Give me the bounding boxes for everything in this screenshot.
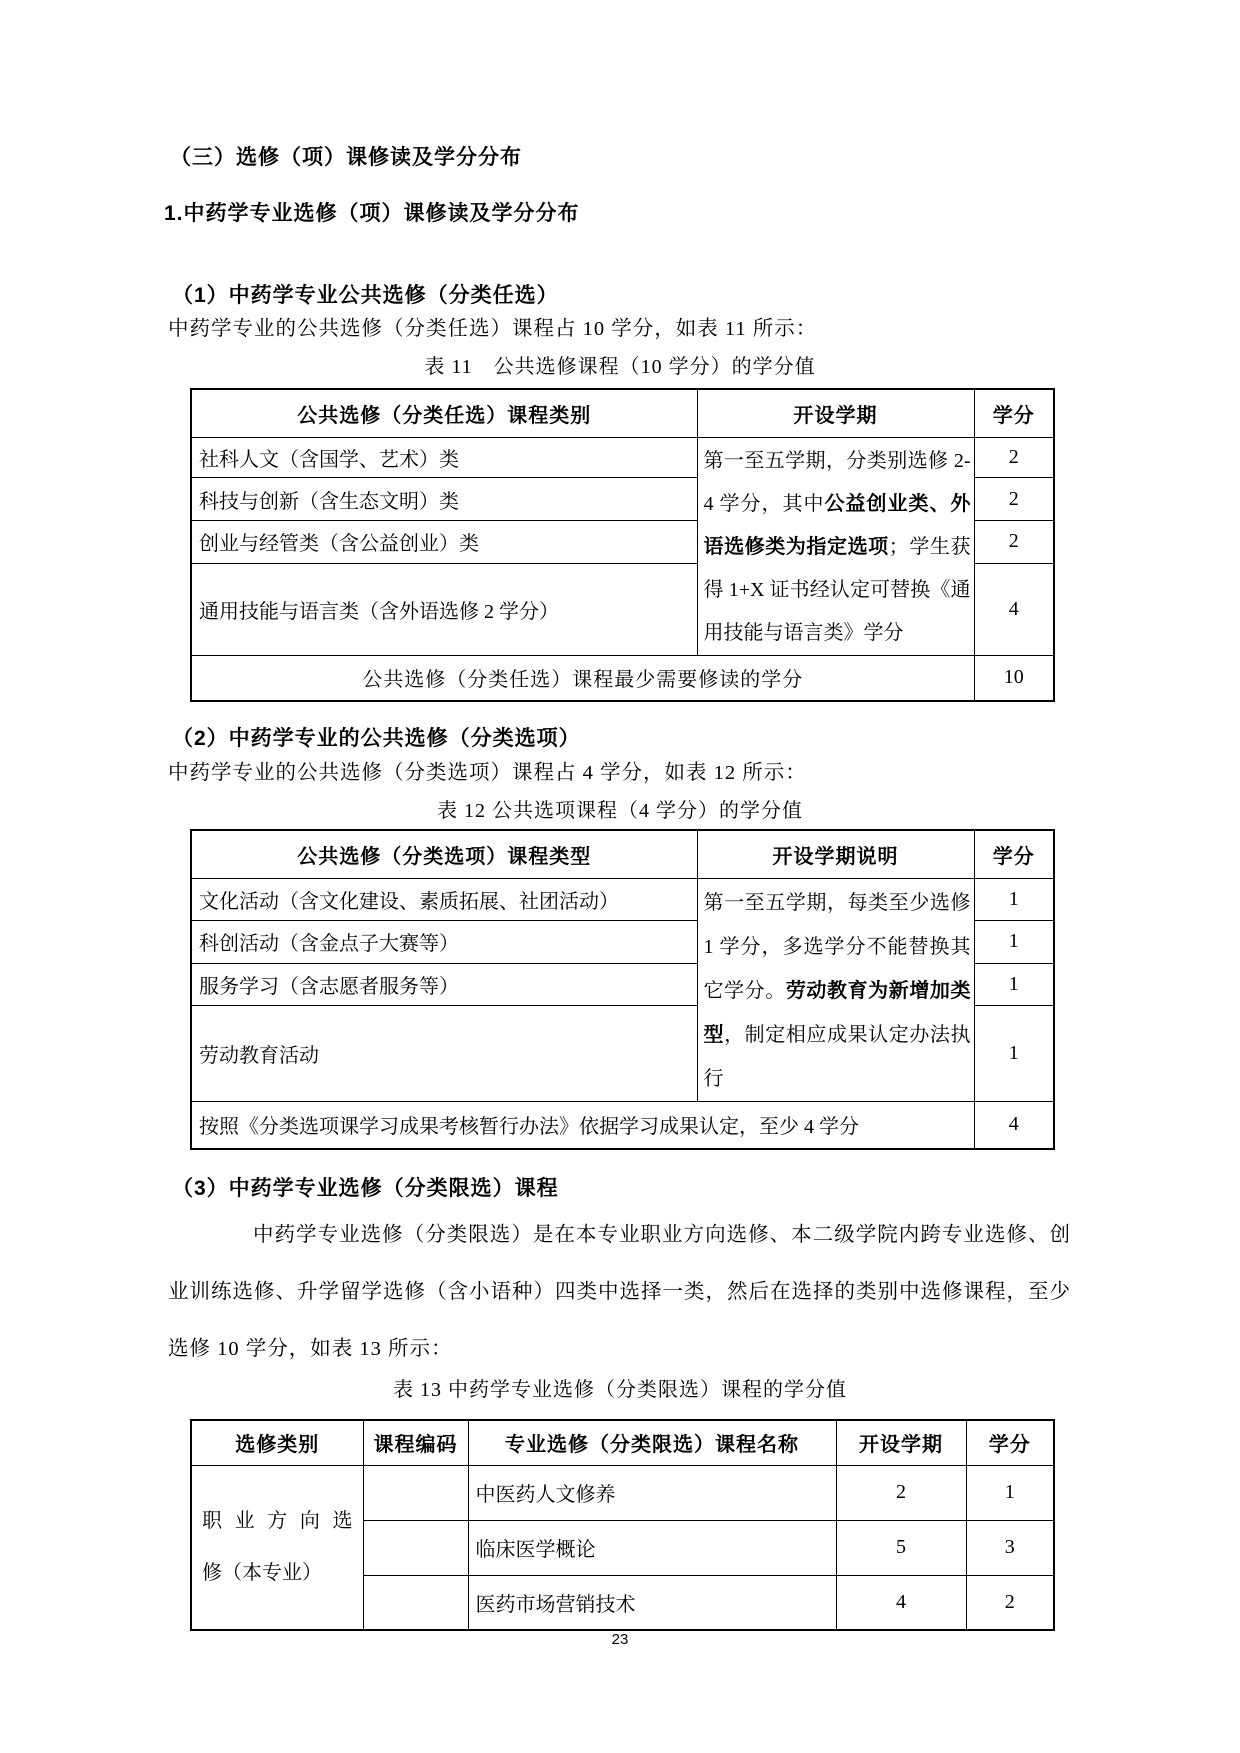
credits-cell: 2 bbox=[974, 437, 1054, 478]
footer-credits-cell: 10 bbox=[974, 655, 1054, 701]
credits-cell: 1 bbox=[974, 1006, 1054, 1101]
t12-header-semester: 开设学期说明 bbox=[697, 830, 974, 878]
semester-cell: 4 bbox=[836, 1575, 966, 1630]
item2-heading: （2）中药学专业的公共选修（分类选项） bbox=[172, 727, 581, 750]
footer-credits-cell: 4 bbox=[974, 1101, 1054, 1149]
category-cell: 文化活动（含文化建设、素质拓展、社团活动） bbox=[191, 878, 697, 921]
t13-header-semester: 开设学期 bbox=[836, 1420, 966, 1465]
note-text bbox=[704, 450, 971, 644]
category-cell: 科创活动（含金点子大赛等） bbox=[191, 921, 697, 964]
semester-note-cell bbox=[697, 878, 974, 1101]
table12-caption: 表 12 公共选项课程（4 学分）的学分值 bbox=[437, 800, 803, 822]
category-cell: 劳动教育活动 bbox=[191, 1006, 697, 1101]
semester-note-cell bbox=[697, 437, 974, 655]
table-row bbox=[191, 1101, 1054, 1149]
table-row bbox=[191, 389, 1054, 437]
note-text bbox=[704, 892, 971, 1090]
note-part2: ，制定相应成果认定办法执行 bbox=[703, 1023, 971, 1090]
credits-cell: 2 bbox=[974, 478, 1054, 521]
group-label-line2: 修（本专业） bbox=[202, 1562, 322, 1585]
table-11 bbox=[190, 388, 1055, 702]
footer-label-cell: 公共选修（分类任选）课程最少需要修读的学分 bbox=[191, 655, 974, 701]
course-name-cell: 医药市场营销技术 bbox=[468, 1575, 836, 1630]
credits-cell: 4 bbox=[974, 563, 1054, 655]
t11-header-category: 公共选修（分类任选）课程类别 bbox=[191, 389, 697, 437]
semester-cell: 5 bbox=[836, 1520, 966, 1575]
credits-cell: 1 bbox=[974, 963, 1054, 1006]
table-row bbox=[191, 830, 1054, 878]
note-bold: 劳动教育为新增加类型 bbox=[703, 979, 971, 1046]
table-row bbox=[191, 1465, 1054, 1520]
table13-caption: 表 13 中药学专业选修（分类限选）课程的学分值 bbox=[393, 1379, 847, 1401]
table-13 bbox=[190, 1419, 1055, 1631]
note-part1: 第一至五学期，每类至少选修 1 学分，多选学分不能替换其它学分。 bbox=[703, 891, 971, 1002]
t13-header-code: 课程编码 bbox=[363, 1420, 468, 1465]
credits-cell: 1 bbox=[974, 921, 1054, 964]
intro-paragraph-2: 中药学专业的公共选修（分类选项）课程占 4 学分，如表 12 所示： bbox=[168, 762, 807, 784]
credits-cell: 2 bbox=[974, 521, 1054, 564]
section-heading: （三）选修（项）课修读及学分分布 bbox=[170, 146, 522, 169]
table-row bbox=[191, 437, 1054, 478]
credits-cell: 1 bbox=[966, 1465, 1054, 1520]
note-bold: 公益创业类、外语选修类为指定选项 bbox=[703, 492, 971, 558]
subsection-heading: 1.中药学专业选修（项）课修读及学分分布 bbox=[164, 202, 580, 225]
elective-type-cell bbox=[191, 1465, 363, 1630]
course-code-cell bbox=[363, 1520, 468, 1575]
item1-heading: （1）中药学专业公共选修（分类任选） bbox=[172, 284, 559, 307]
note-part2: ；学生获得 1+X 证书经认定可替换《通用技能与语言类》学分 bbox=[703, 535, 971, 644]
page-number: 23 bbox=[611, 1631, 629, 1648]
t11-header-semester: 开设学期 bbox=[697, 389, 974, 437]
course-code-cell bbox=[363, 1465, 468, 1520]
semester-cell: 2 bbox=[836, 1465, 966, 1520]
credits-cell: 3 bbox=[966, 1520, 1054, 1575]
table-12 bbox=[190, 829, 1055, 1150]
table-row bbox=[191, 655, 1054, 701]
t13-header-name: 专业选修（分类限选）课程名称 bbox=[468, 1420, 836, 1465]
group-label-line1: 职业方向选 bbox=[202, 1510, 353, 1533]
category-cell: 服务学习（含志愿者服务等） bbox=[191, 963, 697, 1006]
credits-cell: 2 bbox=[966, 1575, 1054, 1630]
footer-label-cell: 按照《分类选项课学习成果考核暂行办法》依据学习成果认定，至少 4 学分 bbox=[191, 1101, 974, 1149]
category-cell: 社科人文（含国学、艺术）类 bbox=[191, 437, 697, 478]
course-name-cell: 临床医学概论 bbox=[468, 1520, 836, 1575]
table11-caption: 表 11 公共选修课程（10 学分）的学分值 bbox=[424, 356, 816, 378]
category-cell: 创业与经管类（含公益创业）类 bbox=[191, 521, 697, 564]
t11-header-credits: 学分 bbox=[974, 389, 1054, 437]
t12-header-credits: 学分 bbox=[974, 830, 1054, 878]
t13-header-credits: 学分 bbox=[966, 1420, 1054, 1465]
table-row bbox=[191, 878, 1054, 921]
category-cell: 通用技能与语言类（含外语选修 2 学分） bbox=[191, 563, 697, 655]
course-code-cell bbox=[363, 1575, 468, 1630]
item3-heading: （3）中药学专业选修（分类限选）课程 bbox=[172, 1177, 559, 1200]
table-row bbox=[191, 1420, 1054, 1465]
t12-header-category: 公共选修（分类选项）课程类型 bbox=[191, 830, 697, 878]
intro-paragraph-1: 中药学专业的公共选修（分类任选）课程占 10 学分，如表 11 所示： bbox=[168, 318, 818, 340]
category-cell: 科技与创新（含生态文明）类 bbox=[191, 478, 697, 521]
credits-cell: 1 bbox=[974, 878, 1054, 921]
note-part1: 第一至五学期，分类别选修 2-4 学分，其中 bbox=[703, 449, 971, 515]
course-name-cell: 中医药人文修养 bbox=[468, 1465, 836, 1520]
intro-paragraph-3: 中药学专业选修（分类限选）是在本专业职业方向选修、本二级学院内跨专业选修、创业训练选修、升学留学选修（含小语种）四类中选择一类，然后在选择的类别中选修课程，至少选修 10 学分，如表 13 所示： bbox=[168, 1224, 1071, 1360]
t13-header-type: 选修类别 bbox=[191, 1420, 363, 1465]
